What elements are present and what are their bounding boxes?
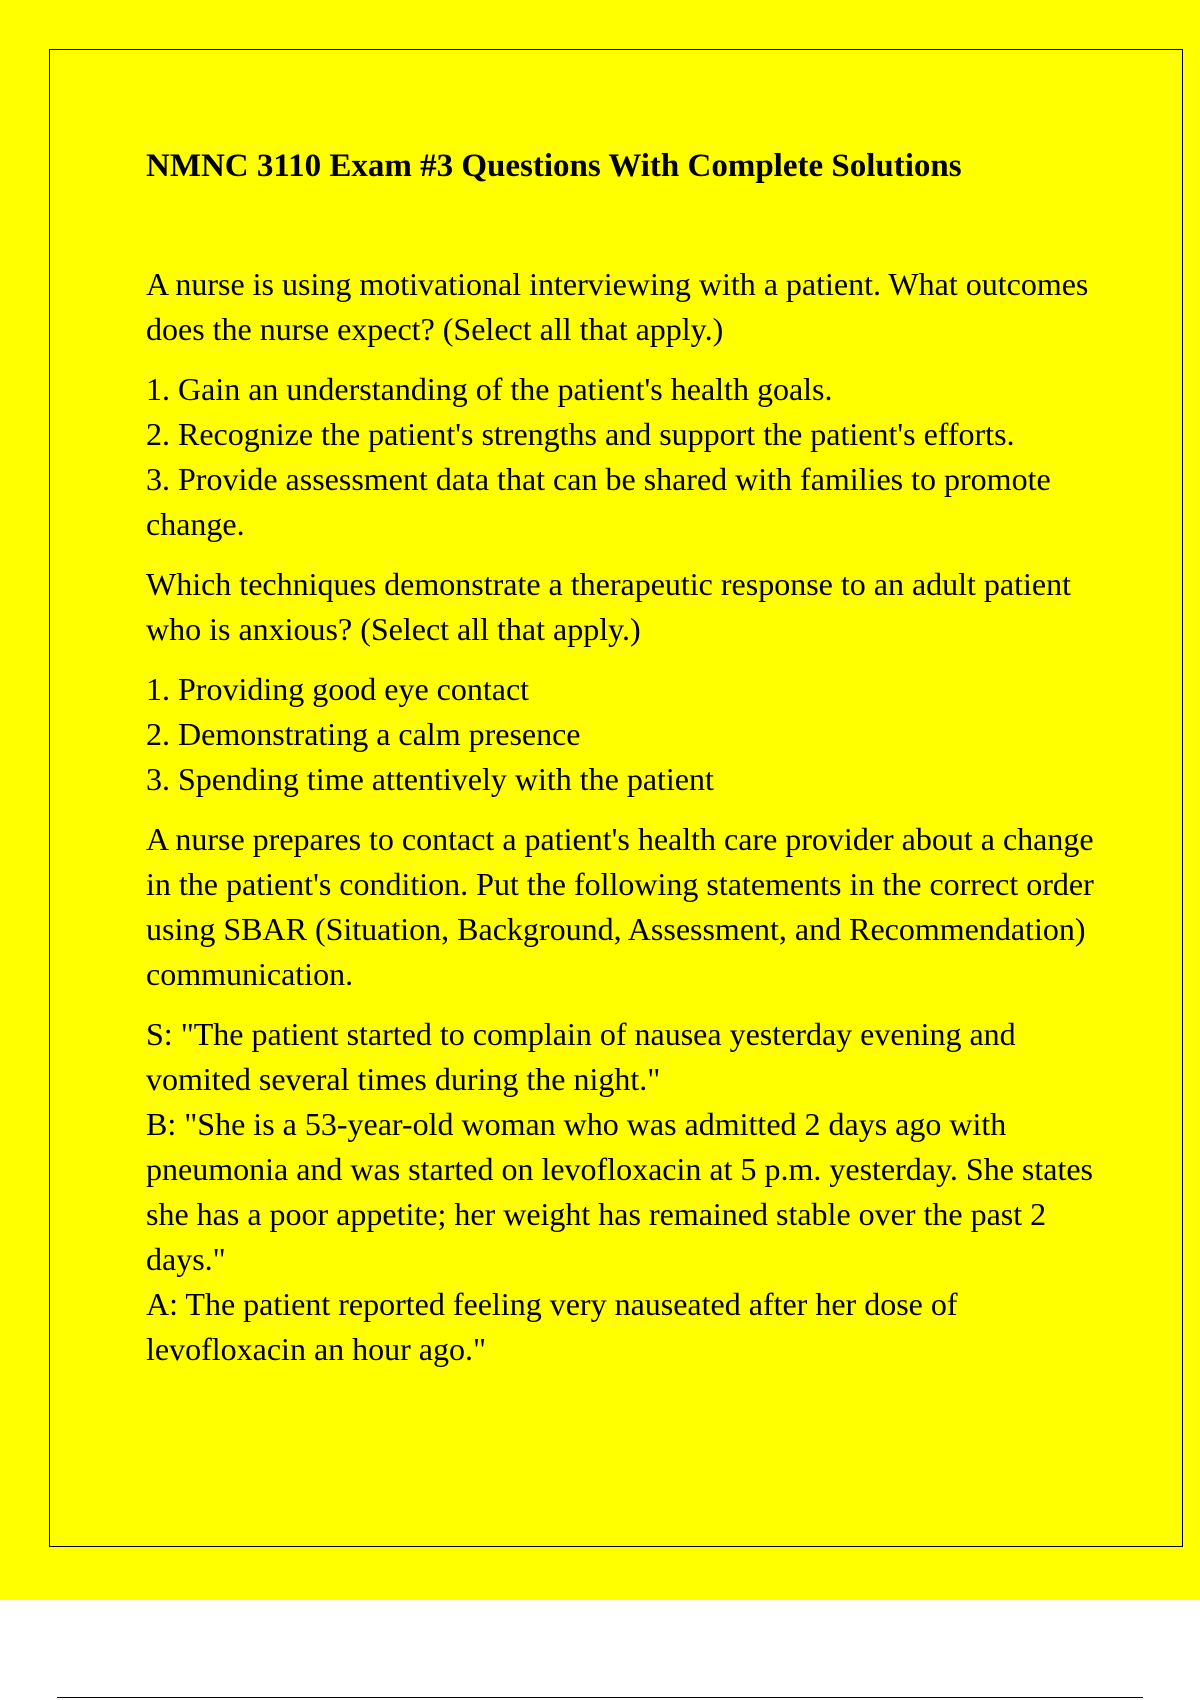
- sbar-situation: S: "The patient started to complain of nausea yesterday evening and vomited several times during the night.": [146, 1016, 1016, 1097]
- question-2-stem: Which techniques demonstrate a therapeutic response to an adult patient who is anxious? (Select all that apply.): [146, 566, 1071, 647]
- option-item: 3. Spending time attentively with the patient: [146, 761, 714, 797]
- question-2-options: [146, 667, 1106, 802]
- sbar-background: B: "She is a 53-year-old woman who was admitted 2 days ago with pneumonia and was started on levofloxacin at 5 p.m. yesterday. She states she has a poor appetite; her weight has remained stable over the past 2 days.": [146, 1106, 1093, 1277]
- sbar-statements: [146, 1012, 1106, 1372]
- bottom-divider: [57, 1697, 1143, 1698]
- question-1-stem: A nurse is using motivational interviewing with a patient. What outcomes does the nurse expect? (Select all that apply.): [146, 266, 1089, 347]
- option-item: 3. Provide assessment data that can be shared with families to promote change.: [146, 461, 1051, 542]
- question-1-options: [146, 367, 1106, 547]
- option-item: 2. Recognize the patient's strengths and support the patient's efforts.: [146, 416, 1015, 452]
- question-3-stem: A nurse prepares to contact a patient's health care provider about a change in the patient's condition. Put the following statements in the correct order using SBAR (Situation, Background, Assessment, and Recommendation) communication.: [146, 821, 1094, 992]
- option-item: 1. Gain an understanding of the patient's health goals.: [146, 371, 833, 407]
- document-title: NMNC 3110 Exam #3 Questions With Complete Solutions: [146, 148, 962, 184]
- sbar-assessment: A: The patient reported feeling very nauseated after her dose of levofloxacin an hour ago.": [146, 1286, 958, 1367]
- option-item: 1. Providing good eye contact: [146, 671, 530, 707]
- option-item: 2. Demonstrating a calm presence: [146, 716, 581, 752]
- document-content: [146, 142, 1106, 1387]
